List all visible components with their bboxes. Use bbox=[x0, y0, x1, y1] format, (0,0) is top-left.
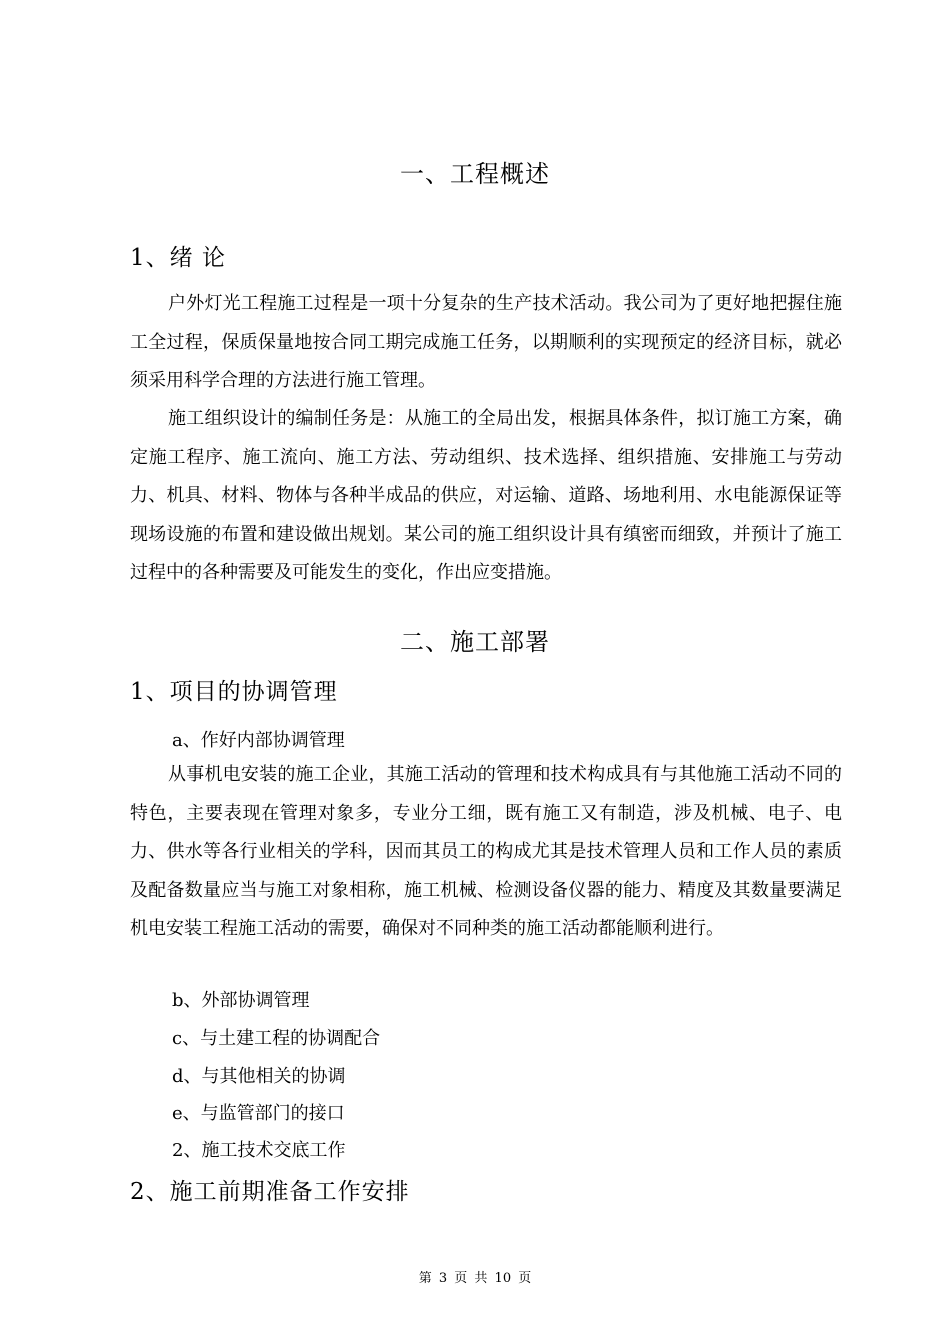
section-title-deployment: 二、施工部署 bbox=[400, 628, 550, 656]
list-item-internal-coordination: a、作好内部协调管理 bbox=[172, 730, 345, 751]
list-item-external-coordination: b、外部协调管理 bbox=[172, 990, 310, 1011]
subsection-title-preparation: 2、施工前期准备工作安排 bbox=[130, 1179, 410, 1205]
paragraph-introduction-1: 户外灯光工程施工过程是一项十分复杂的生产技术活动。我公司为了更好地把握住施工全过程，保质保量地按合同工期完成施工任务，以期顺利的实现预定的经济目标，就必须采用科学合理的方法进行施工管理。 bbox=[130, 293, 842, 391]
paragraph-introduction-2: 施工组织设计的编制任务是：从施工的全局出发，根据具体条件，拟订施工方案，确定施工程序、施工流向、施工方法、劳动组织、技术选择、组织措施、安排施工与劳动力、机具、材料、物体与各种半成品的供应，对运输、道路、场地利用、水电能源保证等现场设施的布置和建设做出规划。某公司的施工组织设计具有缜密而细致，并预计了施工过程中的各种需要及可能发生的变化，作出应变措施。 bbox=[130, 408, 842, 583]
subsection-title-coordination: 1、项目的协调管理 bbox=[130, 679, 338, 705]
page-number-footer: 第 3 页 共 10 页 bbox=[418, 1271, 532, 1286]
list-item-civil-coordination: c、与土建工程的协调配合 bbox=[172, 1028, 381, 1049]
list-item-supervision-interface: e、与监管部门的接口 bbox=[172, 1103, 345, 1124]
list-item-technical-briefing: 2、施工技术交底工作 bbox=[172, 1140, 346, 1161]
list-item-other-coordination: d、与其他相关的协调 bbox=[172, 1066, 346, 1087]
subsection-title-introduction: 1、绪 论 bbox=[130, 245, 226, 271]
section-title-overview: 一、工程概述 bbox=[400, 160, 550, 188]
paragraph-coordination: 从事机电安装的施工企业，其施工活动的管理和技术构成具有与其他施工活动不同的特色，主要表现在管理对象多，专业分工细，既有施工又有制造，涉及机械、电子、电力、供水等各行业相关的学科，因而其员工的构成尤其是技术管理人员和工作人员的素质及配备数量应当与施工对象相称，施工机械、检测设备仪器的能力、精度及其数量要满足机电安装工程施工活动的需要，确保对不同种类的施工活动都能顺利进行。 bbox=[130, 764, 842, 939]
